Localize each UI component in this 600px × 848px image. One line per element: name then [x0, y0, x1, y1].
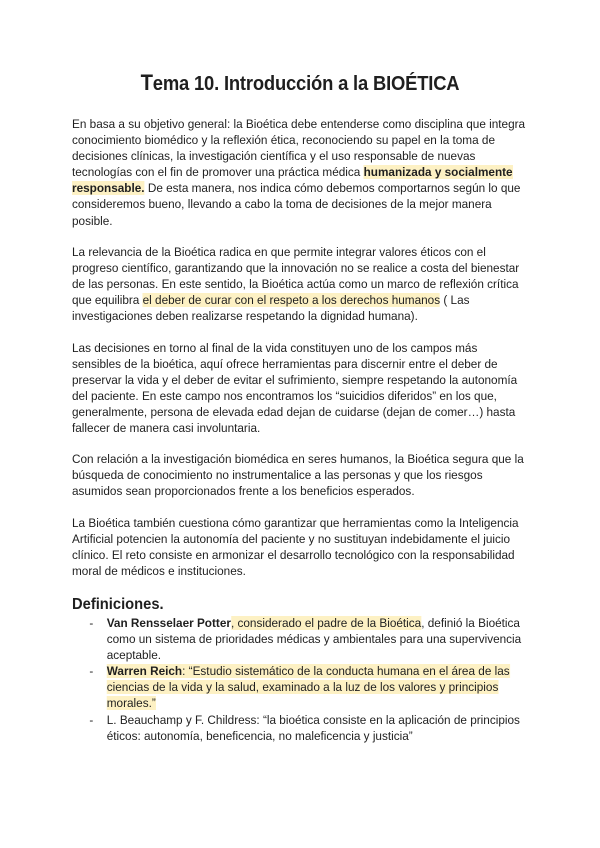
definitions-heading: Definiciones.	[72, 596, 164, 613]
list-item	[72, 712, 526, 744]
list-item	[72, 663, 526, 711]
definition-text: , definió la Bioética como un sistema de prioridades médicas y ambientales para una supervivencia aceptable.	[106, 616, 522, 663]
paragraph-end-of-life	[72, 340, 526, 437]
highlighted-text: : “Estudio sistemático de la conducta humana en el área de las ciencias de la vida y la salud, examinado a la luz de los valores y principios morales.”	[106, 664, 510, 711]
highlighted-text: humanizada y socialmente responsable.	[72, 165, 513, 196]
paragraph-text: La relevancia de la Bioética radica en que permite integrar valores éticos con el progreso científico, garantizando que la innovación no se realice a costa del bienestar de las personas. En este sentido, la Bioética actúa como un marco de reflexión crítica que equilibra	[72, 245, 520, 308]
paragraph-ai	[72, 515, 526, 579]
paragraph-text: Las decisiones en torno al final de la vida constituyen uno de los campos más sensibles de la bioética, aquí ofrece herramientas para discernir entre el deber de preservar la vida y el deber de evitar el sufrimiento, siempre respetando la autonomía del paciente. En este campo nos encontramos los “suicidios diferidos” en los que, generalmente, persona de elevada edad dejan de cuidarse (dejan de comer…) hasta fallecer de manera casi involuntaria.	[72, 341, 518, 436]
author-name: Warren Reich	[106, 664, 183, 679]
definition-text: L. Beauchamp y F. Childress: “la bioética consiste en la aplicación de principios éticos: autonomía, beneficencia, no maleficencia y justicia”	[106, 712, 520, 743]
title-initial: T	[140, 70, 153, 95]
paragraph-relevance	[72, 244, 526, 324]
title-text: ema 10. Introducción a la BIOÉTICA	[152, 73, 460, 95]
highlighted-text: , considerado el padre de la Bioética	[230, 616, 422, 630]
highlighted-text: el deber de curar con el respeto a los derechos humanos	[142, 293, 441, 308]
paragraph-text: ( Las investigaciones deben realizarse respetando la dignidad humana).	[72, 293, 470, 324]
paragraph-text: La Bioética también cuestiona cómo garantizar que herramientas como la Inteligencia Artificial potencien la autonomía del paciente y no sustituyan indebidamente el juicio clínico. El reto consiste en armonizar el desarrollo tecnológico con la responsabilidad moral de médicos e instituciones.	[72, 516, 519, 579]
author-name: Van Rensselaer Potter	[106, 616, 231, 630]
definitions-list	[72, 615, 526, 744]
paragraph-objective	[72, 116, 526, 229]
paragraph-text: En basa a su objetivo general: la Bioética debe entenderse como disciplina que integra conocimiento biomédico y la reflexión ética, reconociendo su papel en la toma de decisiones clínicas, la investigación científica y el uso responsable de nuevas tecnologías con el fin de promover una práctica médica	[72, 117, 526, 180]
paragraph-text: De esta manera, nos indica cómo debemos comportarnos según lo que consideremos bueno, llevando a cabo la toma de decisiones de la mejor manera posible.	[72, 181, 521, 228]
paragraph-text: Con relación a la investigación biomédica en seres humanos, la Bioética segura que la búsqueda de conocimiento no instrumentalice a las personas y que los riesgos asumidos sean proporcionados frente a los beneficios esperados.	[72, 452, 524, 499]
paragraph-research	[72, 451, 526, 499]
list-item	[72, 615, 526, 663]
page-title	[24, 70, 576, 96]
